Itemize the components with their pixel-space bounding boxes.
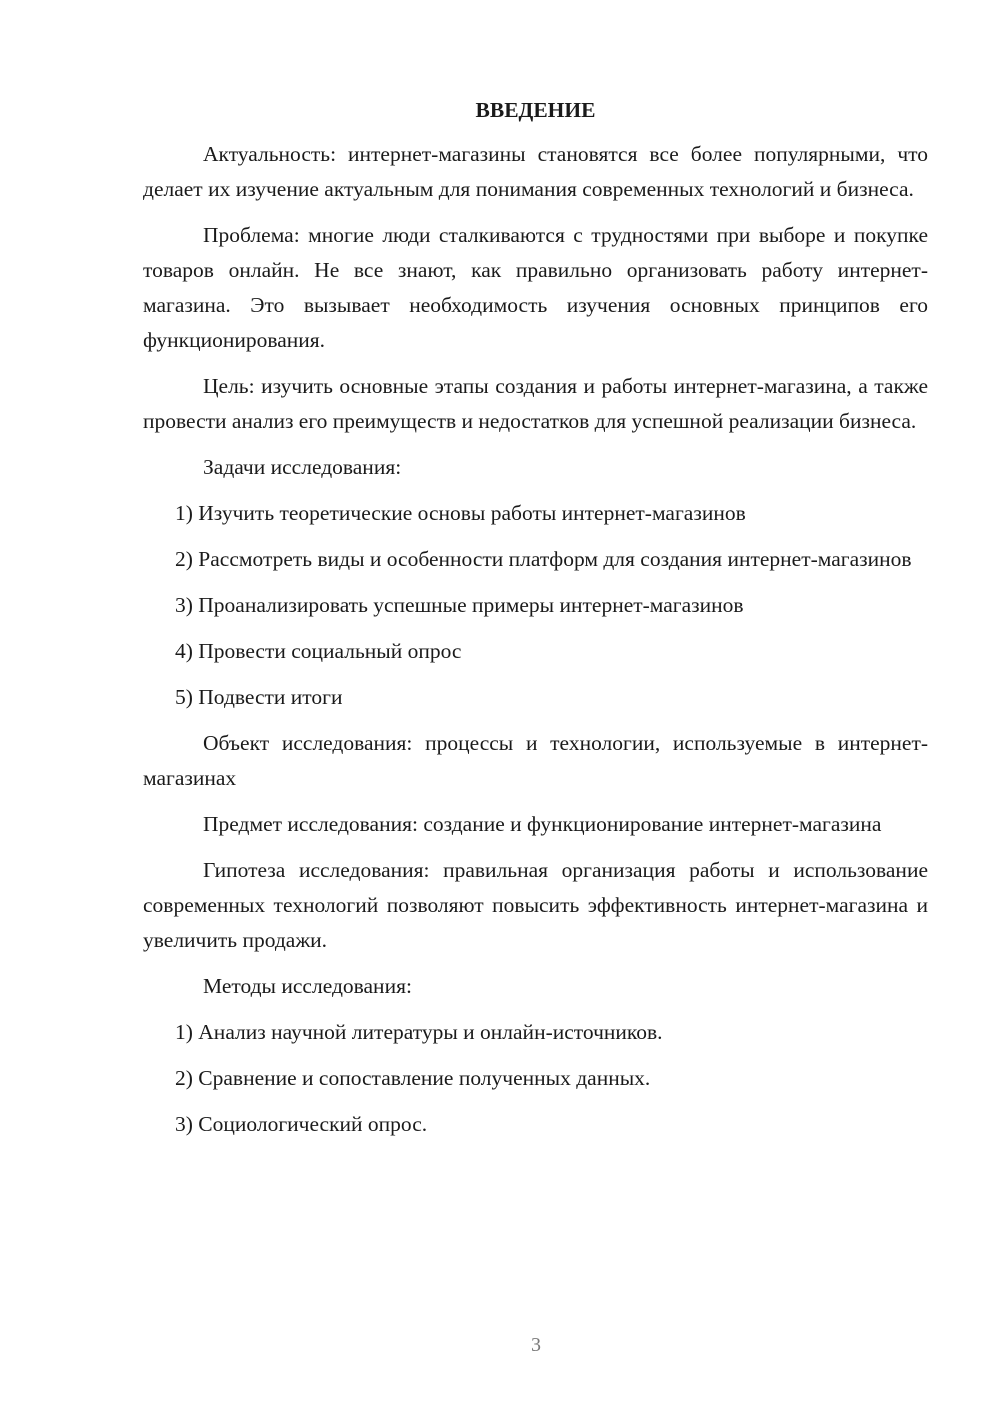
task-item: 4) Провести социальный опрос — [175, 639, 462, 663]
task-item: 1) Изучить теоретические основы работы интернет-магазинов — [175, 501, 746, 525]
page-number: 3 — [531, 1334, 541, 1356]
object-paragraph: Объект исследования: процессы и технологии, используемые в интернет-магазинах — [143, 731, 928, 790]
method-item: 3) Социологический опрос. — [175, 1112, 428, 1136]
method-item: 2) Сравнение и сопоставление полученных данных. — [175, 1066, 651, 1090]
page-title: ВВЕДЕНИЕ — [475, 98, 596, 122]
task-item: 5) Подвести итоги — [175, 685, 343, 709]
hypothesis-paragraph: Гипотеза исследования: правильная организация работы и использование современных технологий позволяют повысить эффективность интернет-магазина и увеличить продажи. — [143, 858, 928, 952]
goal-paragraph: Цель: изучить основные этапы создания и работы интернет-магазина, а также провести анализ его преимуществ и недостатков для успешной реализации бизнеса. — [143, 374, 928, 433]
tasks-heading: Задачи исследования: — [203, 455, 402, 479]
methods-heading: Методы исследования: — [203, 974, 412, 998]
subject-paragraph: Предмет исследования: создание и функционирование интернет-магазина — [203, 812, 882, 836]
task-item: 2) Рассмотреть виды и особенности платформ для создания интернет-магазинов — [175, 547, 912, 571]
task-item: 3) Проанализировать успешные примеры интернет-магазинов — [175, 593, 744, 617]
document-page — [143, 95, 928, 1153]
method-item: 1) Анализ научной литературы и онлайн-источников. — [175, 1020, 663, 1044]
relevance-paragraph: Актуальность: интернет-магазины становятся все более популярными, что делает их изучение актуальным для понимания современных технологий и бизнеса. — [143, 142, 928, 201]
problem-paragraph: Проблема: многие люди сталкиваются с трудностями при выборе и покупке товаров онлайн. Не все знают, как правильно организовать работу интернет-магазина. Это вызывает необходимость изучения основных принципов его функционирования. — [143, 223, 928, 352]
